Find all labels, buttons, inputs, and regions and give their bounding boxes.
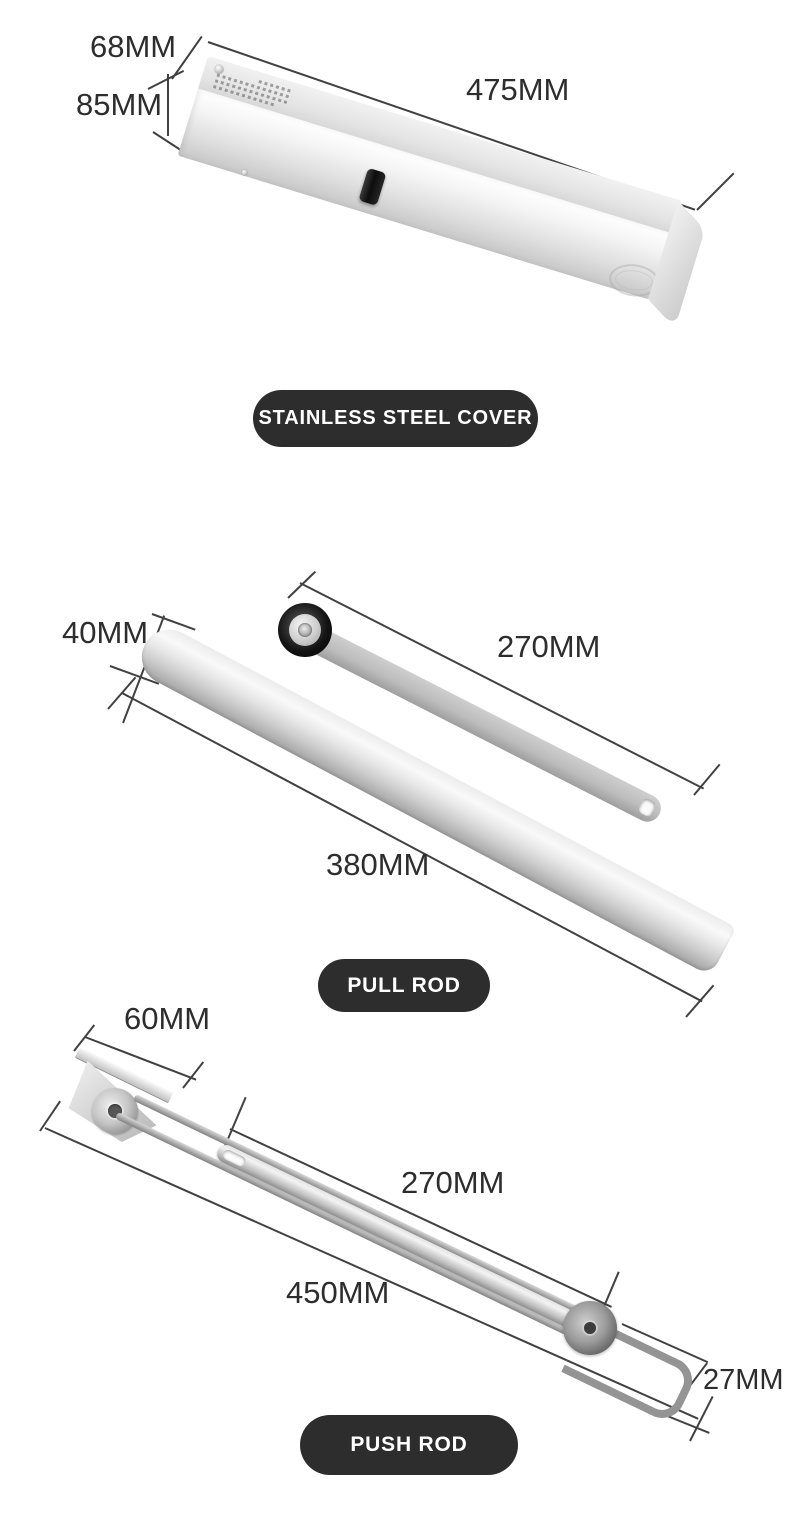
dim-label-pushrod-length: 450MM <box>286 1275 390 1310</box>
dim-label-pullrod-arm: 270MM <box>497 629 601 664</box>
dimension-tick <box>287 571 316 599</box>
dimension-tick <box>107 677 136 710</box>
dimension-tick <box>685 985 714 1018</box>
pull-rod-roller-wheel <box>278 603 332 657</box>
tag-stainless-steel-cover: STAINLESS STEEL COVER <box>253 390 538 447</box>
embossed-logo <box>607 261 661 299</box>
dim-label-pullrod-length: 380MM <box>326 847 430 882</box>
dimension-tick <box>689 1396 713 1441</box>
dim-label-cover-length: 475MM <box>466 72 570 107</box>
dim-label-cover-height: 85MM <box>76 87 163 122</box>
dim-label-pushrod-arm: 270MM <box>401 1165 505 1200</box>
dim-label-pushrod-loop: 27MM <box>703 1364 784 1396</box>
dimension-tick <box>693 764 720 796</box>
dimension-tick <box>39 1101 61 1132</box>
tag-push-rod: PUSH ROD <box>300 1415 518 1475</box>
dim-label-pullrod-width: 40MM <box>62 615 149 650</box>
dimension-line <box>696 173 734 211</box>
screw-icon <box>241 169 248 176</box>
dimension-line <box>167 74 169 136</box>
roller-pin <box>298 623 312 637</box>
dim-label-cover-depth: 68MM <box>90 29 177 64</box>
push-rod-end-disc <box>563 1301 617 1355</box>
dim-label-pushrod-bracket: 60MM <box>124 1001 211 1036</box>
push-rod-pivot-disc <box>92 1088 138 1134</box>
stainless-steel-cover-image <box>178 56 682 300</box>
tag-pull-rod: PULL ROD <box>318 959 490 1012</box>
